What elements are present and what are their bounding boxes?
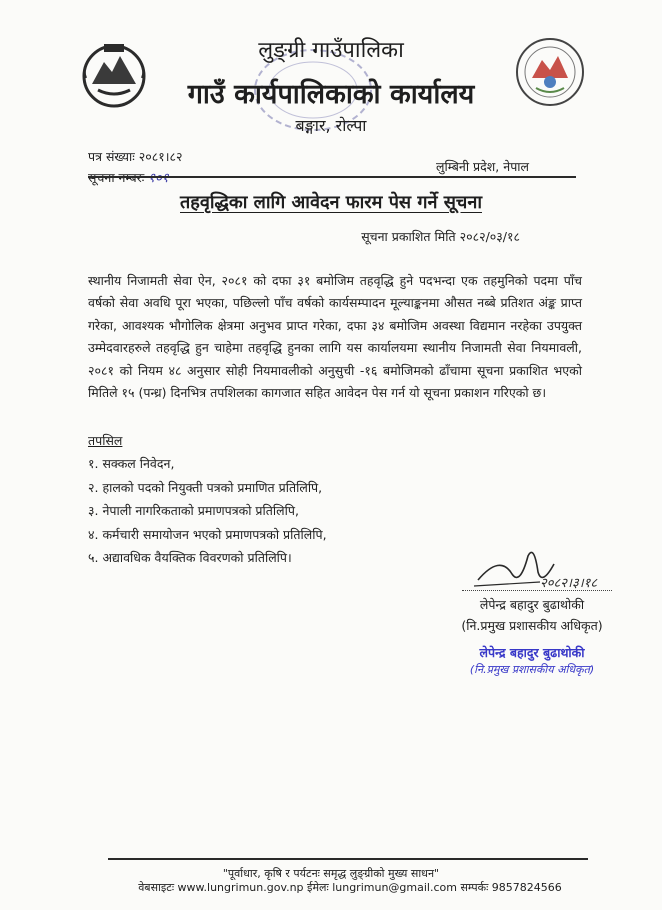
list-heading: तपसिल	[88, 433, 123, 448]
list-item: ५. अद्यावधिक वैयक्तिक विवरणको प्रतिलिपि।	[88, 550, 292, 565]
stamp-signatory-title: (नि.प्रमुख प्रशासकीय अधिकृत)	[469, 663, 595, 676]
letter-number-value: २०८१।८२	[138, 149, 183, 164]
header-divider	[88, 176, 576, 178]
list-item: ४. कर्मचारी समायोजन भएको प्रमाणपत्रको प्रतिलिपि,	[88, 526, 327, 542]
office-name: गाउँ कार्यपालिकाको कार्यालय	[187, 79, 475, 110]
letter-number-label: पत्र संख्याः	[88, 149, 135, 164]
notice-number-label: सूचना नम्बरः	[88, 170, 145, 185]
signatory-name: लेपेन्द्र बहादुर बुढाथोकी	[479, 597, 585, 612]
footer-motto: "पूर्वाधार, कृषि र पर्यटनः समृद्ध लुङ्ग्रीको मुख्य साधन"	[222, 867, 440, 880]
list-item: ३. नेपाली नागरिकताको प्रमाणपत्रको प्रतिलिपि,	[88, 503, 299, 518]
province-location: लुम्बिनी प्रदेश, नेपाल	[436, 159, 530, 174]
notice-title: तहवृद्धिका लागि आवेदन फारम पेस गर्ने सूचना	[180, 192, 482, 213]
list-item: १. सक्कल निवेदन,	[88, 456, 175, 471]
notice-number-value: १०१	[148, 171, 169, 186]
published-date: सूचना प्रकाशित मिति २०८२/०३/१८	[361, 229, 520, 244]
notice-body: स्थानीय निजामती सेवा ऐन, २०८१ को दफा ३१ बमोजिम तहवृद्धि हुने पदभन्दा एक तहमुनिको पदमा पाँच वर्षको सेवा अवधि पूरा भएका, पछिल्लो पाँच वर्षको कार्यसम्पादन मूल्याङ्कनमा औसत नब्बे प्रतिशत अंङ्क प्राप्त गरेका, आवश्यक भौगोलिक क्षेत्रमा अनुभव प्राप्त गरेका, दफा ३४ बमोजिम अवस्था विद्यमान नरहेका उपयुक्त उम्मेदवारहरुले तहवृद्धि हुन चाहेमा तहवृद्धि हुनका लागि यस कार्यालयमा स्थानीय निजामती सेवा नियमावली, २०८१ को नियम ४८ अनुसार सोही नियमावलीको अनुसुची -१६ बमोजिमको ढाँचामा सूचना प्रकाशित भएको मितिले १५ (पन्ध्र) दिनभित्र तपशिलका कागजात सहित आवेदन पेस गर्न यो सूचना प्रकाशन गरिएको छ।	[88, 273, 582, 401]
letter-number	[88, 148, 182, 165]
footer-contact: वेबसाइटः www.lungrimun.gov.np ईमेलः lungrimun@gmail.com सम्पर्कः 9857824566	[138, 881, 562, 894]
list-item: २. हालको पदको नियुक्ती पत्रको प्रमाणित प्रतिलिपि,	[88, 479, 323, 495]
signature-date: २०८२।३।१८	[540, 576, 598, 591]
footer-divider	[108, 858, 588, 860]
municipality-name: लुङ्ग्री गाउँपालिका	[258, 38, 404, 63]
signature-line	[462, 590, 612, 591]
stamp-signatory-name: लेपेन्द्र बहादुर बुढाथोकी	[479, 645, 585, 660]
signatory-title: (नि.प्रमुख प्रशासकीय अधिकृत)	[461, 618, 603, 633]
required-documents-list	[88, 452, 327, 570]
office-address: बङ्गार, रोल्पा	[295, 116, 367, 135]
